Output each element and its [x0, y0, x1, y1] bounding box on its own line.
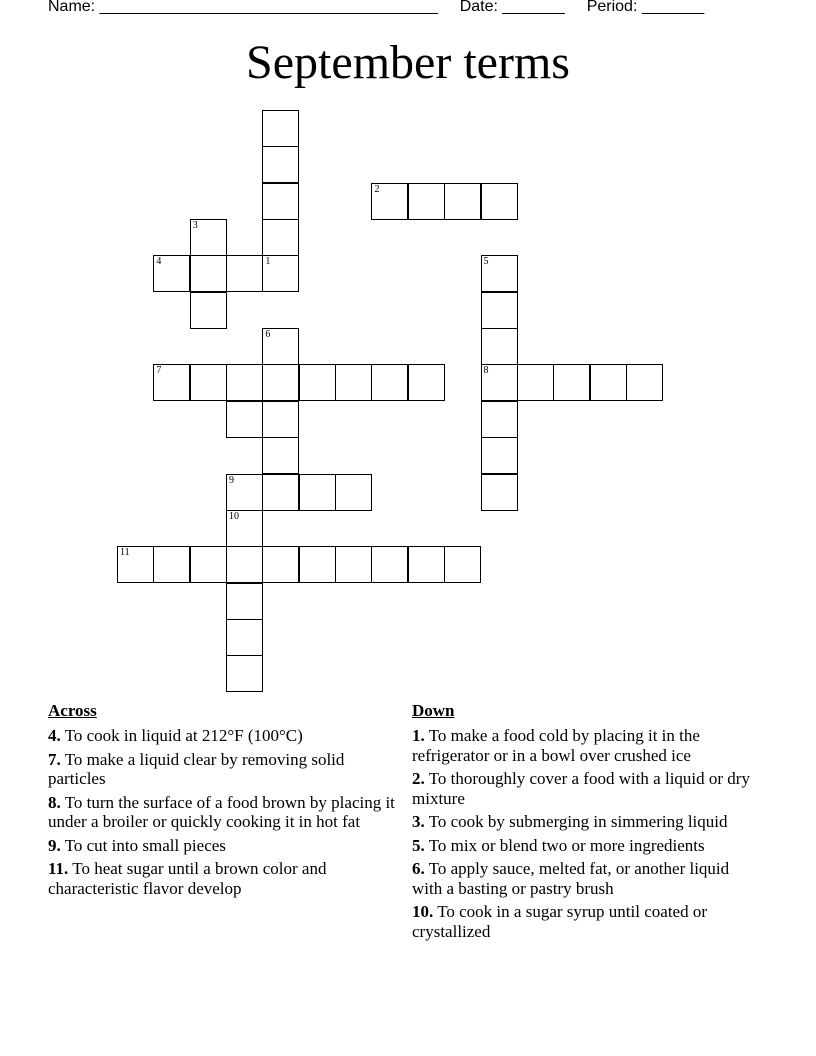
clue-number: 10 — [229, 510, 240, 522]
clue-text: To cook by submerging in simmering liquid — [424, 812, 728, 831]
page-title: September terms — [246, 36, 570, 89]
clue-number: 6 — [265, 329, 271, 341]
across-clue — [48, 859, 398, 898]
grid-cell[interactable] — [262, 364, 299, 401]
grid-cell[interactable] — [262, 146, 299, 183]
clue-number: 7 — [156, 365, 162, 377]
grid-cell[interactable] — [226, 546, 263, 583]
grid-cell[interactable] — [299, 546, 336, 583]
clue-text: To cook in liquid at 212°F (100°C) — [60, 726, 303, 745]
grid-cell[interactable] — [117, 546, 154, 583]
grid-cell[interactable] — [371, 364, 408, 401]
grid-cell[interactable] — [408, 183, 445, 220]
grid-cell[interactable] — [371, 183, 408, 220]
grid-cell[interactable] — [226, 655, 263, 692]
clue-num: 11. — [48, 859, 69, 878]
grid-cell[interactable] — [262, 474, 299, 511]
grid-cell[interactable] — [153, 364, 190, 401]
down-clues — [412, 700, 757, 945]
clue-number: 5 — [483, 256, 489, 268]
grid-cell[interactable] — [481, 364, 518, 401]
grid-cell[interactable] — [226, 364, 263, 401]
across-clue — [48, 836, 398, 856]
clue-text: To apply sauce, melted fat, or another liquid with a basting or pastry brush — [412, 859, 730, 898]
grid-cell[interactable] — [190, 255, 227, 292]
across-clue — [48, 726, 398, 746]
clue-num: 8. — [48, 792, 61, 812]
grid-cell[interactable] — [299, 474, 336, 511]
grid-cell[interactable] — [262, 546, 299, 583]
grid-cell[interactable] — [408, 364, 445, 401]
across-clue — [48, 793, 398, 832]
grid-cell[interactable] — [481, 474, 518, 511]
clue-num: 7. — [48, 749, 61, 769]
grid-cell[interactable] — [262, 401, 299, 438]
grid-cell[interactable] — [590, 364, 627, 401]
grid-cell[interactable] — [262, 110, 299, 147]
grid-cell[interactable] — [153, 546, 190, 583]
clue-num: 1. — [412, 726, 425, 745]
down-clue — [412, 726, 757, 765]
clue-text: To thoroughly cover a food with a liquid or dry mixture — [412, 769, 750, 808]
grid-cell[interactable] — [262, 328, 299, 365]
grid-cell[interactable] — [553, 364, 590, 401]
period-label: Period: — [586, 0, 642, 15]
down-clue — [412, 836, 757, 856]
clue-num: 5. — [412, 835, 425, 855]
grid-cell[interactable] — [299, 364, 336, 401]
clue-number: 1 — [265, 256, 271, 268]
clue-number: 11 — [120, 547, 130, 559]
grid-cell[interactable] — [481, 255, 518, 292]
clue-number: 4 — [156, 256, 162, 268]
clue-text: To make a food cold by placing it in the refrigerator or in a bowl over crushed ice — [412, 726, 700, 765]
grid-cell[interactable] — [371, 546, 408, 583]
grid-cell[interactable] — [190, 292, 227, 329]
clue-num: 3. — [412, 812, 425, 831]
across-heading: Across — [48, 701, 97, 720]
clue-num: 10. — [412, 902, 434, 921]
clue-number: 3 — [192, 220, 198, 232]
date-blank[interactable]: _______ — [502, 0, 565, 15]
down-clue-list — [412, 726, 757, 941]
grid-cell[interactable] — [262, 219, 299, 256]
grid-cell[interactable] — [481, 328, 518, 365]
grid-cell[interactable] — [626, 364, 663, 401]
grid-cell[interactable] — [481, 437, 518, 474]
grid-cell[interactable] — [408, 546, 445, 583]
clue-number: 2 — [374, 183, 380, 195]
down-clue — [412, 902, 757, 941]
grid-cell[interactable] — [335, 364, 372, 401]
name-blank[interactable]: ______________________________________ — [99, 0, 438, 15]
grid-cell[interactable] — [226, 583, 263, 620]
across-clue — [48, 750, 398, 789]
clue-number: 9 — [229, 474, 235, 486]
down-clue — [412, 769, 757, 808]
clue-num: 9. — [48, 835, 61, 855]
grid-cell[interactable] — [190, 546, 227, 583]
down-clue — [412, 859, 757, 898]
grid-cell[interactable] — [226, 401, 263, 438]
clue-num: 4. — [48, 726, 61, 745]
grid-cell[interactable] — [481, 292, 518, 329]
grid-cell[interactable] — [226, 510, 263, 547]
grid-cell[interactable] — [190, 219, 227, 256]
header-fields — [48, 0, 704, 16]
down-clue — [412, 812, 757, 832]
grid-cell[interactable] — [226, 474, 263, 511]
grid-cell[interactable] — [262, 437, 299, 474]
grid-cell[interactable] — [517, 364, 554, 401]
period-blank[interactable]: _______ — [641, 0, 705, 15]
clue-text: To turn the surface of a food brown by placing it under a broiler or quickly cooking it in hot fat — [48, 792, 395, 831]
clue-text: To cut into small pieces — [60, 835, 226, 855]
name-label: Name: — [48, 0, 100, 15]
date-label: Date: — [459, 0, 503, 15]
grid-cell[interactable] — [481, 401, 518, 438]
clue-num: 6. — [412, 859, 425, 878]
across-clues — [48, 700, 398, 902]
clue-text: To make a liquid clear by removing solid particles — [48, 749, 345, 788]
down-heading: Down — [412, 701, 455, 720]
clue-number: 8 — [483, 365, 489, 377]
clue-text: To cook in a sugar syrup until coated or crystallized — [412, 902, 707, 941]
grid-cell[interactable] — [190, 364, 227, 401]
grid-cell[interactable] — [153, 255, 190, 292]
clue-text: To heat sugar until a brown color and characteristic flavor develop — [48, 859, 327, 898]
grid-cell[interactable] — [226, 619, 263, 656]
clue-text: To mix or blend two or more ingredients — [424, 835, 705, 855]
grid-cell[interactable] — [444, 546, 481, 583]
grid-cell[interactable] — [481, 183, 518, 220]
grid-cell[interactable] — [444, 183, 481, 220]
grid-cell[interactable] — [335, 546, 372, 583]
clue-num: 2. — [412, 769, 425, 788]
across-clue-list — [48, 726, 398, 898]
grid-cell[interactable] — [226, 255, 263, 292]
grid-cell[interactable] — [262, 183, 299, 220]
grid-cell[interactable] — [335, 474, 372, 511]
grid-cell[interactable] — [262, 255, 299, 292]
